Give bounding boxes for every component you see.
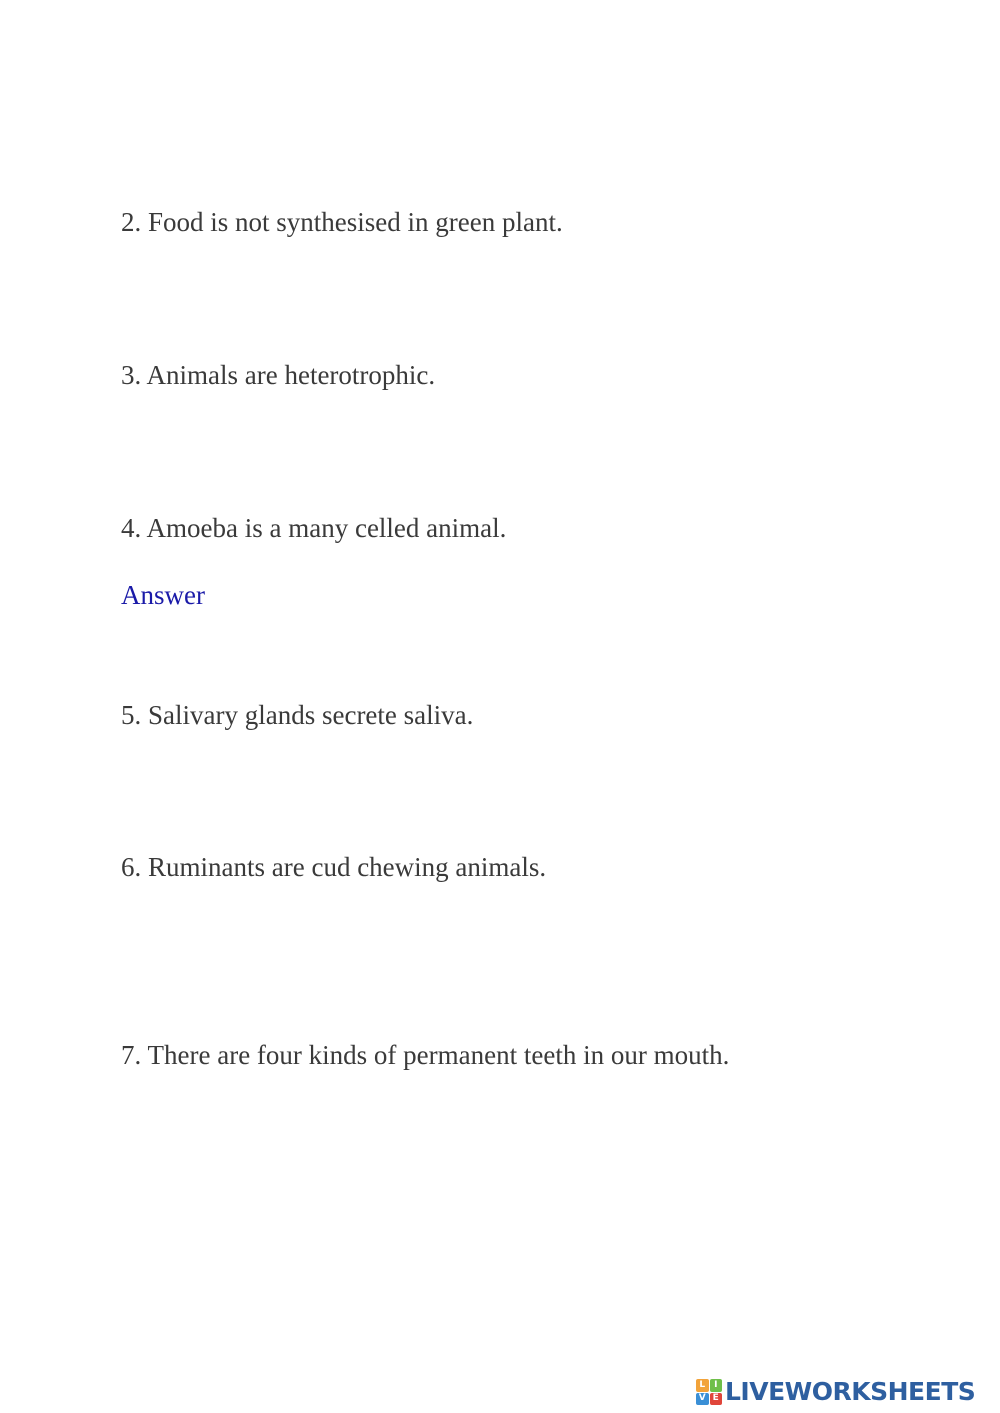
logo-letter-e: E [710,1393,723,1406]
liveworksheets-logo-icon [696,1379,722,1405]
statement-2: 2. Food is not synthesised in green plant. [121,207,563,237]
statement-6: 6. Ruminants are cud chewing animals. [121,852,547,882]
statement-4: 4. Amoeba is a many celled animal. [121,513,507,543]
statement-5: 5. Salivary glands secrete saliva. [121,700,474,730]
statement-3: 3. Animals are heterotrophic. [121,360,436,390]
logo-letter-i: I [710,1379,723,1392]
logo-letter-l: L [696,1379,709,1392]
logo-letter-v: V [696,1393,709,1406]
statement-7: 7. There are four kinds of permanent teeth in our mouth. [121,1040,730,1070]
answer-label[interactable]: Answer [121,580,205,610]
liveworksheets-brand [696,1378,975,1406]
brand-wordmark: LIVEWORKSHEETS [725,1377,976,1406]
